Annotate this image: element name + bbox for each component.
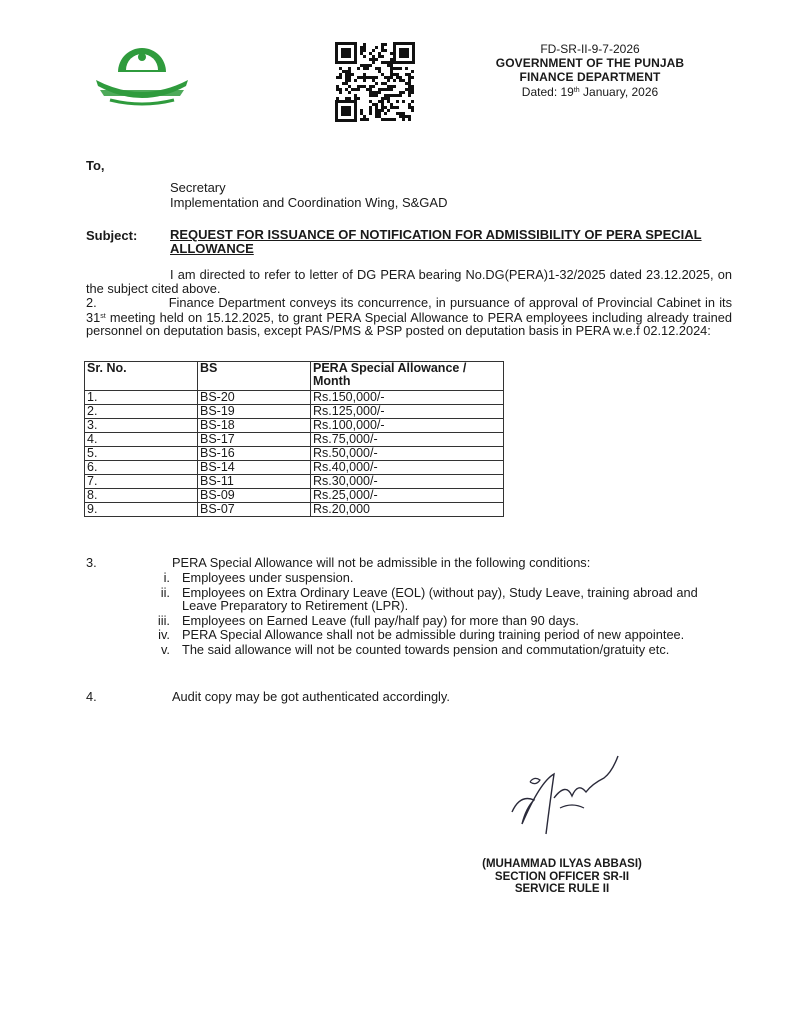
table-row: [85, 475, 504, 489]
header-allowance: PERA Special Allowance / Month: [311, 362, 504, 391]
table-row: [85, 489, 504, 503]
cell-amount: Rs.20,000: [311, 503, 504, 517]
cell-amount: Rs.25,000/-: [311, 489, 504, 503]
reference-number: FD-SR-II-9-7-2026: [540, 42, 640, 56]
addressee-line-2: Implementation and Coordination Wing, S&GAD: [170, 195, 448, 210]
paragraph-1: I am directed to refer to letter of DG PERA bearing No.DG(PERA)1-32/2025 dated 23.12.2025, on the subject cited above.: [86, 267, 732, 296]
cell-bs: BS-11: [198, 475, 311, 489]
cell-sr: 7.: [85, 475, 198, 489]
government-name: GOVERNMENT OF THE PUNJAB: [495, 56, 685, 70]
paragraph-4-number: 4.: [86, 689, 97, 704]
paragraph-3-number: 3.: [86, 555, 97, 570]
handwritten-signature: [500, 742, 630, 842]
list-item: iv. PERA Special Allowance shall not be admissible during training period of new appointee.: [158, 627, 685, 642]
table-row: [85, 433, 504, 447]
cell-sr: 9.: [85, 503, 198, 517]
cell-bs: BS-07: [198, 503, 311, 517]
cell-sr: 5.: [85, 447, 198, 461]
cell-sr: 8.: [85, 489, 198, 503]
list-item: ii. Employees on Extra Ordinary Leave (EOL) (without pay), Study Leave, training abroad and Leave Preparatory to Retirement (LPR).: [160, 584, 698, 613]
cell-bs: BS-18: [198, 419, 311, 433]
punjab-government-logo: [90, 30, 194, 108]
header-sr-no: Sr. No.: [85, 362, 198, 391]
cell-amount: Rs.150,000/-: [311, 391, 504, 405]
signatory-title: SECTION OFFICER SR-II: [494, 870, 630, 883]
table-header-row: [85, 362, 504, 391]
table-row: [85, 405, 504, 419]
cell-amount: Rs.30,000/-: [311, 475, 504, 489]
addressee-block: [170, 180, 447, 210]
table-row: [85, 461, 504, 475]
letter-date: Dated: 19th January, 2026: [521, 85, 659, 99]
paragraph-2: 2. Finance Department conveys its concurrence, in pursuance of approval of Provincial Cabinet in its 31st meeting held on 15.12.2025, to grant PERA Special Allowance to PERA employees including already trained personnel on deputation basis, except PAS/PMS & PSP posted on deputation basis in PERA w.e.f 02.12.2024:: [86, 295, 732, 338]
header-bs: BS: [198, 362, 311, 391]
to-label: To,: [86, 158, 105, 173]
cell-sr: 3.: [85, 419, 198, 433]
paragraph-4: Audit copy may be got authenticated accordingly.: [172, 689, 450, 704]
signatory-office: SERVICE RULE II: [514, 883, 610, 895]
table-row: [85, 447, 504, 461]
list-item: iii. Employees on Earned Leave (full pay/half pay) for more than 90 days.: [157, 612, 579, 628]
cell-sr: 2.: [85, 405, 198, 419]
cell-bs: BS-20: [198, 391, 311, 405]
qr-code: [333, 40, 417, 124]
cell-amount: Rs.125,000/-: [311, 405, 504, 419]
letter-header: [440, 42, 740, 99]
conditions-list: [140, 571, 730, 657]
signatory-block: [462, 858, 662, 896]
paragraph-3: PERA Special Allowance will not be admissible in the following conditions:: [172, 555, 591, 570]
cell-bs: BS-19: [198, 405, 311, 419]
addressee-line-1: Secretary: [170, 180, 226, 195]
cell-amount: Rs.50,000/-: [311, 447, 504, 461]
cell-sr: 6.: [85, 461, 198, 475]
table-row: [85, 503, 504, 517]
list-item: i. Employees under suspension.: [163, 570, 354, 585]
cell-bs: BS-16: [198, 447, 311, 461]
cell-sr: 1.: [85, 391, 198, 405]
cell-bs: BS-14: [198, 461, 311, 475]
cell-amount: Rs.75,000/-: [311, 433, 504, 447]
cell-bs: BS-17: [198, 433, 311, 447]
table-row: [85, 391, 504, 405]
subject-text: REQUEST FOR ISSUANCE OF NOTIFICATION FOR ADMISSIBILITY OF PERA SPECIAL ALLOWANCE: [170, 227, 702, 256]
cell-amount: Rs.100,000/-: [311, 419, 504, 433]
allowance-table: [84, 361, 504, 517]
cell-amount: Rs.40,000/-: [311, 461, 504, 475]
department-name: FINANCE DEPARTMENT: [519, 70, 661, 84]
signatory-name: (MUHAMMAD ILYAS ABBASI): [482, 858, 642, 870]
cell-sr: 4.: [85, 433, 198, 447]
cell-bs: BS-09: [198, 489, 311, 503]
subject-label: Subject:: [86, 228, 138, 243]
list-item: v. The said allowance will not be counted towards pension and commutation/gratuity etc.: [160, 641, 670, 657]
table-row: [85, 419, 504, 433]
